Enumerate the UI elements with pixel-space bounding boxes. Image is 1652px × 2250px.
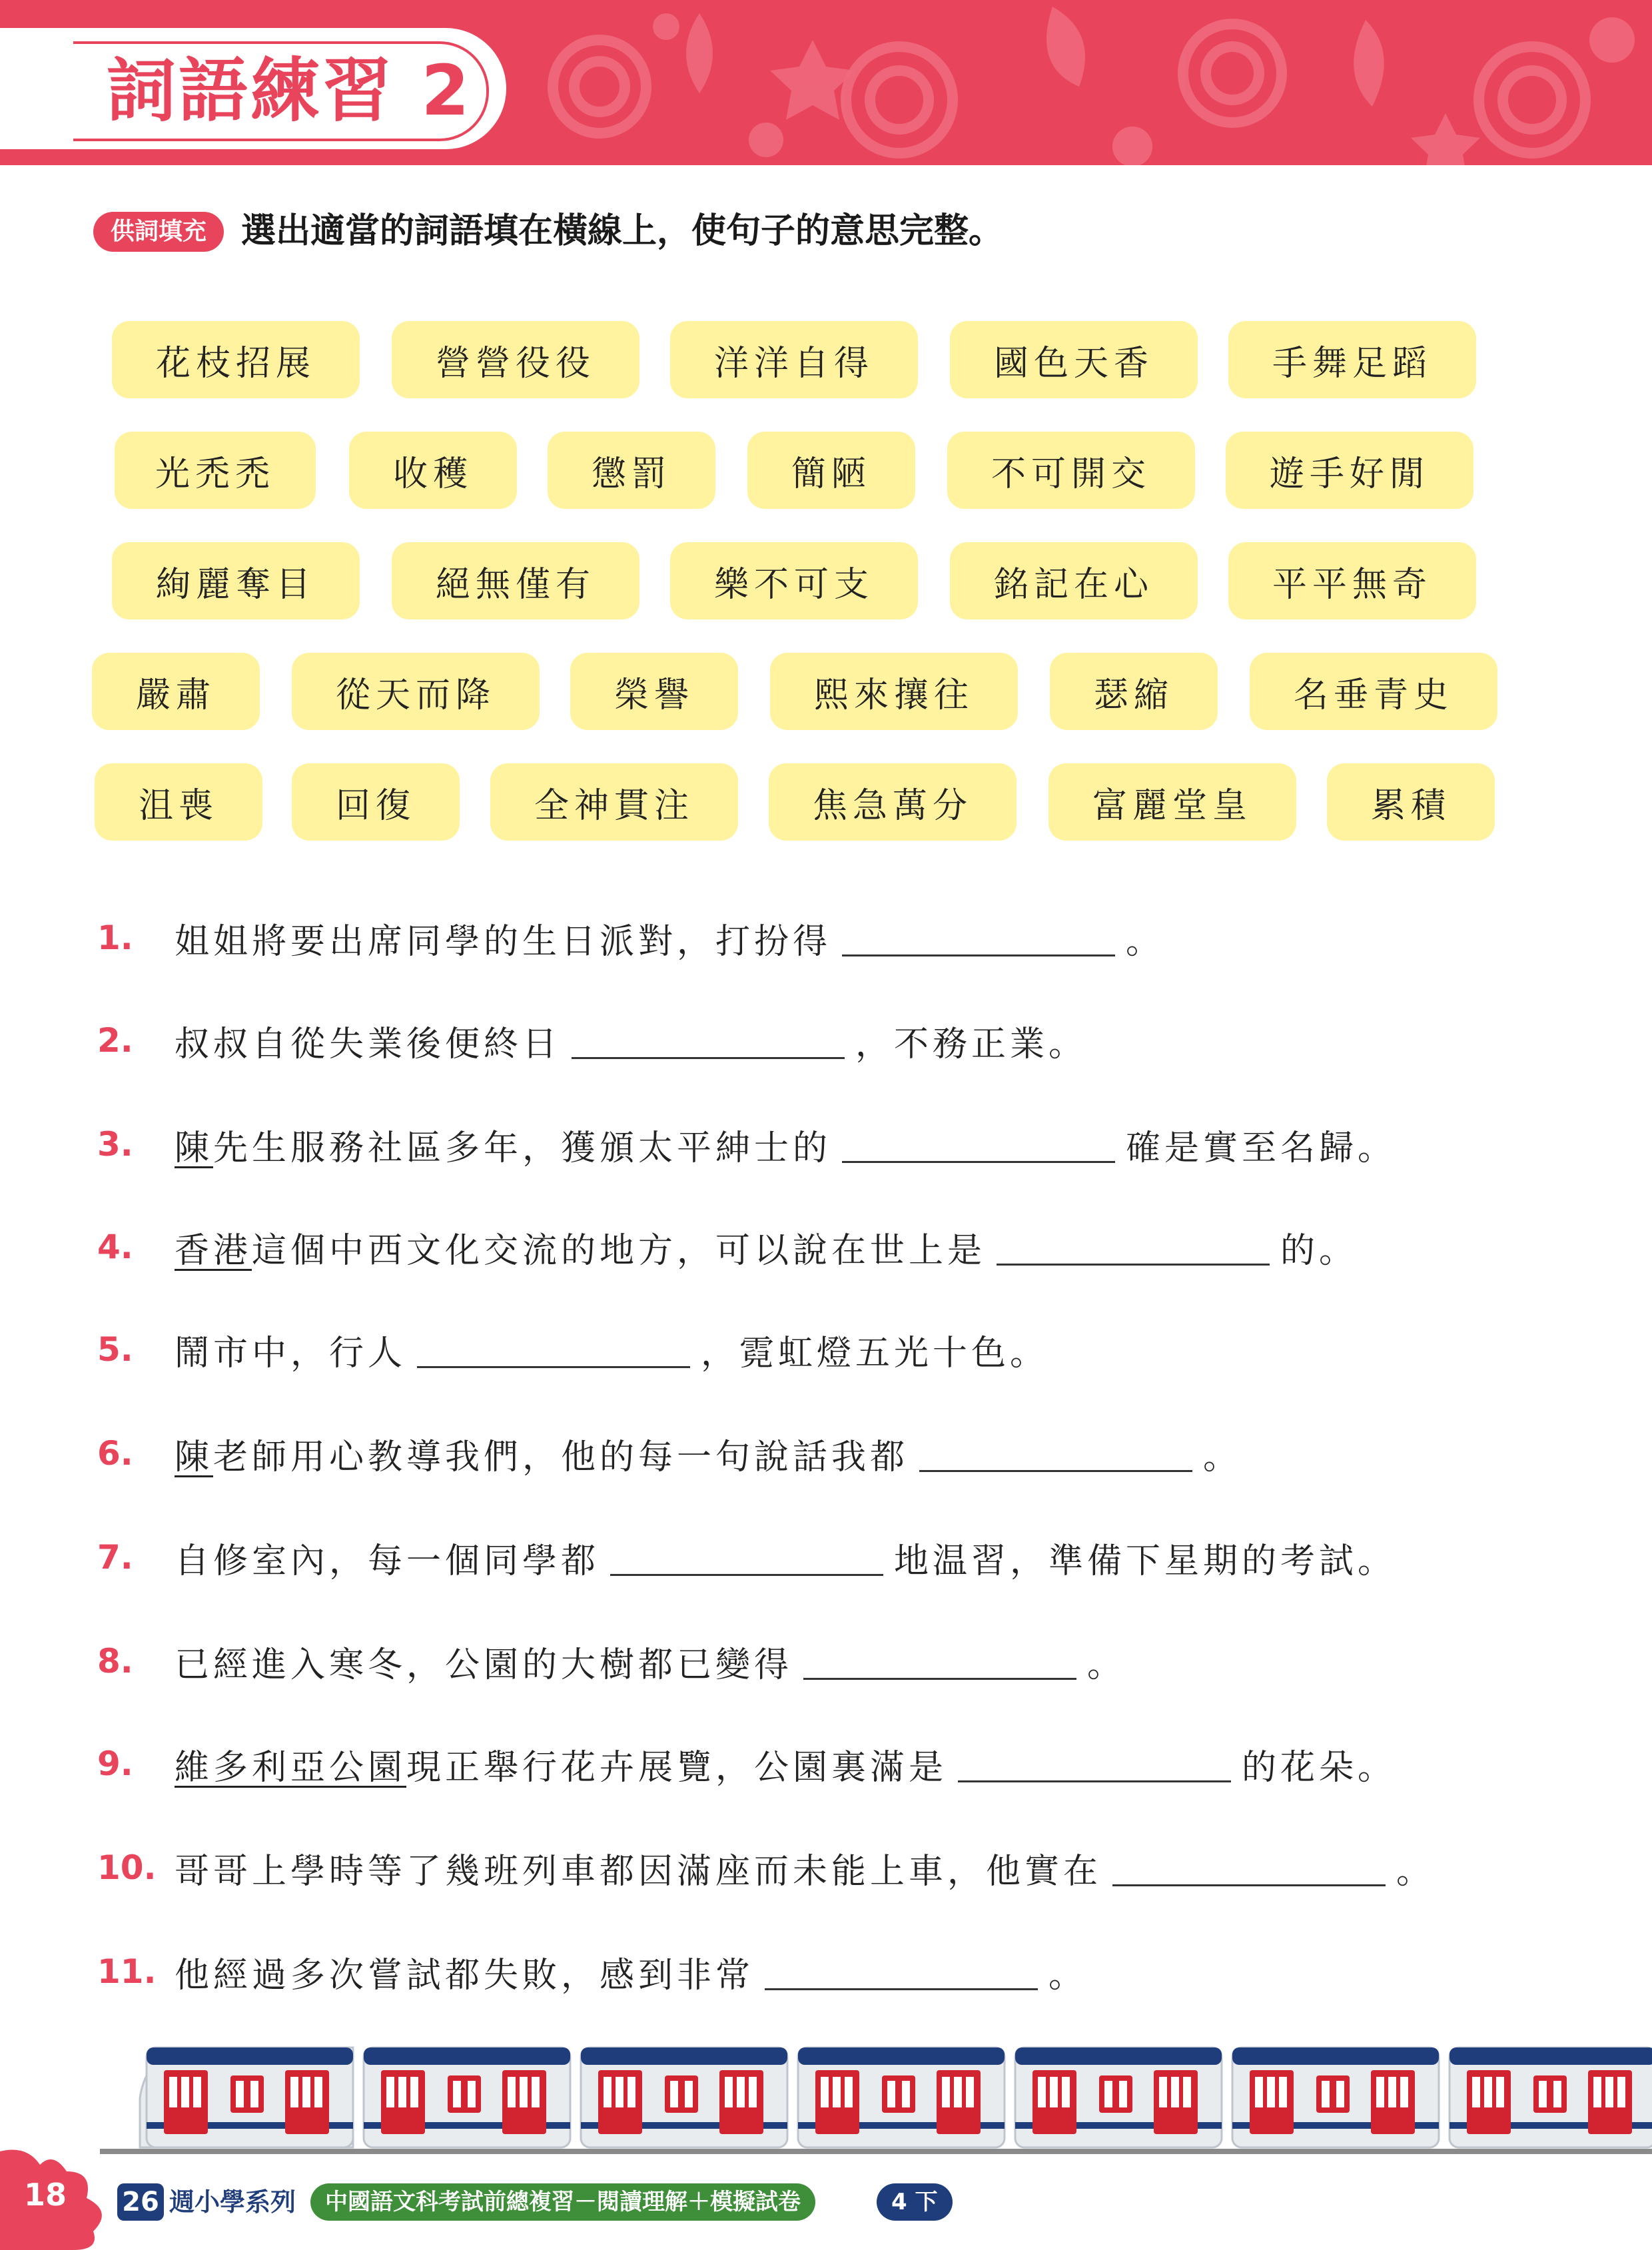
question-number: 5. [97, 1330, 133, 1369]
question-text-before: 老師用心教導我們，他的每一句說話我都 [213, 1437, 909, 1477]
word-chip: 不可開交 [947, 432, 1195, 509]
question-text-after: 的花朵。 [1242, 1747, 1397, 1788]
answer-blank[interactable] [572, 1022, 845, 1059]
question-5 [97, 1323, 1589, 1376]
question-9 [97, 1737, 1589, 1790]
word-chip: 懲罰 [548, 432, 715, 509]
word-chip: 焦急萬分 [769, 763, 1017, 841]
question-2 [97, 1014, 1589, 1067]
question-number: 4. [97, 1228, 133, 1266]
question-text-after: 地温習，準備下星期的考試。 [894, 1541, 1397, 1581]
question-text-before: 現正舉行花卉展覽，公園裏滿是 [406, 1747, 948, 1788]
question-number: 7. [97, 1538, 133, 1577]
answer-blank[interactable] [610, 1539, 883, 1576]
question-number: 11. [97, 1952, 157, 1991]
question-number: 2. [97, 1021, 133, 1060]
question-10 [97, 1841, 1589, 1894]
question-text-after: 確是實至名歸。 [1126, 1128, 1397, 1168]
question-4 [97, 1220, 1589, 1274]
page-header [0, 0, 1652, 165]
word-chip: 全神貫注 [490, 763, 738, 841]
question-number: 1. [97, 919, 133, 957]
question-text-before: 這個中西文化交流的地方，可以說在世上是 [252, 1230, 987, 1271]
question-number: 6. [97, 1434, 133, 1473]
question-7 [97, 1531, 1589, 1584]
question-text-before: 自修室內，每一個同學都 [175, 1541, 600, 1581]
answer-blank[interactable] [919, 1435, 1192, 1472]
question-8 [97, 1635, 1589, 1688]
word-chip: 洋洋自得 [670, 321, 918, 398]
word-chip: 累積 [1327, 763, 1495, 841]
answer-blank[interactable] [997, 1229, 1270, 1266]
word-chip: 遊手好閒 [1226, 432, 1473, 509]
answer-blank[interactable] [842, 920, 1115, 956]
word-chip: 回復 [292, 763, 460, 841]
word-chip: 絕無僅有 [392, 542, 639, 619]
answer-blank[interactable] [958, 1746, 1231, 1782]
proper-name: 陳 [175, 1437, 214, 1477]
word-chip: 國色天香 [950, 321, 1198, 398]
question-11 [97, 1945, 1589, 1998]
word-chip: 銘記在心 [950, 542, 1198, 619]
question-text-before: 叔叔自從失業後便終日 [175, 1024, 562, 1064]
question-text-after: 。 [1126, 921, 1165, 962]
question-text-after: ，不務正業。 [855, 1024, 1088, 1064]
word-chip: 花枝招展 [112, 321, 360, 398]
word-chip: 從天而降 [292, 653, 540, 730]
series-logo: 26 [117, 2183, 164, 2221]
instruction-text: 選出適當的詞語填在橫線上，使句子的意思完整。 [241, 211, 1004, 251]
word-chip: 富麗堂皇 [1048, 763, 1296, 841]
word-chip: 嚴肅 [92, 653, 260, 730]
question-text-before: 已經進入寒冬，公園的大樹都已變得 [175, 1645, 793, 1685]
question-text-after: 的。 [1280, 1230, 1358, 1271]
word-chip: 瑟縮 [1050, 653, 1218, 730]
word-chip: 名垂青史 [1250, 653, 1497, 730]
answer-blank[interactable] [417, 1331, 690, 1368]
word-chip: 平平無奇 [1228, 542, 1476, 619]
word-chip: 營營役役 [392, 321, 639, 398]
answer-blank[interactable] [842, 1126, 1115, 1163]
series-name: 週小學系列 [169, 2187, 296, 2217]
question-text-before: 他經過多次嘗試都失敗，感到非常 [175, 1955, 755, 1996]
page-title: 詞語練習 2 [107, 50, 472, 131]
question-text-after: ，霓虹燈五光十色。 [701, 1333, 1049, 1373]
word-chip: 樂不可支 [670, 542, 918, 619]
question-number: 8. [97, 1642, 133, 1681]
word-chip: 榮譽 [570, 653, 738, 730]
proper-name: 維多利亞公園 [175, 1747, 407, 1788]
proper-name: 香港 [175, 1230, 252, 1271]
word-chip: 沮喪 [95, 763, 262, 841]
word-chip: 熙來攘往 [770, 653, 1018, 730]
question-text-after: 。 [1087, 1645, 1126, 1685]
word-chip: 簡陋 [747, 432, 915, 509]
question-text-before: 鬧市中，行人 [175, 1333, 407, 1373]
word-chip: 手舞足蹈 [1228, 321, 1476, 398]
question-text-before: 姐姐將要出席同學的生日派對，打扮得 [175, 921, 832, 962]
question-1 [97, 911, 1589, 964]
book-title: 中國語文科考試前總複習－閱讀理解＋模擬試卷 [310, 2183, 815, 2221]
answer-blank[interactable] [1112, 1850, 1386, 1886]
page-footer [0, 2145, 1652, 2250]
question-6 [97, 1427, 1589, 1480]
question-text-before: 先生服務社區多年，獲頒太平紳士的 [213, 1128, 832, 1168]
word-chip: 絢麗奪目 [112, 542, 360, 619]
question-number: 3. [97, 1125, 133, 1164]
word-chip: 收穫 [349, 432, 517, 509]
answer-blank[interactable] [803, 1643, 1076, 1680]
question-text-after: 。 [1396, 1851, 1436, 1892]
proper-name: 陳 [175, 1128, 214, 1168]
question-number: 9. [97, 1744, 133, 1783]
grade-badge: 4 下 [877, 2183, 953, 2221]
question-3 [97, 1118, 1589, 1171]
word-chip: 光禿禿 [115, 432, 316, 509]
instruction-badge: 供詞填充 [93, 212, 224, 252]
question-text-after: 。 [1203, 1437, 1242, 1477]
question-number: 10. [97, 1848, 157, 1887]
train-illustration [133, 2038, 1652, 2151]
page-number: 18 [24, 2177, 67, 2213]
question-text-after: 。 [1048, 1955, 1088, 1996]
question-text-before: 哥哥上學時等了幾班列車都因滿座而未能上車，他實在 [175, 1851, 1102, 1892]
answer-blank[interactable] [765, 1954, 1038, 1990]
